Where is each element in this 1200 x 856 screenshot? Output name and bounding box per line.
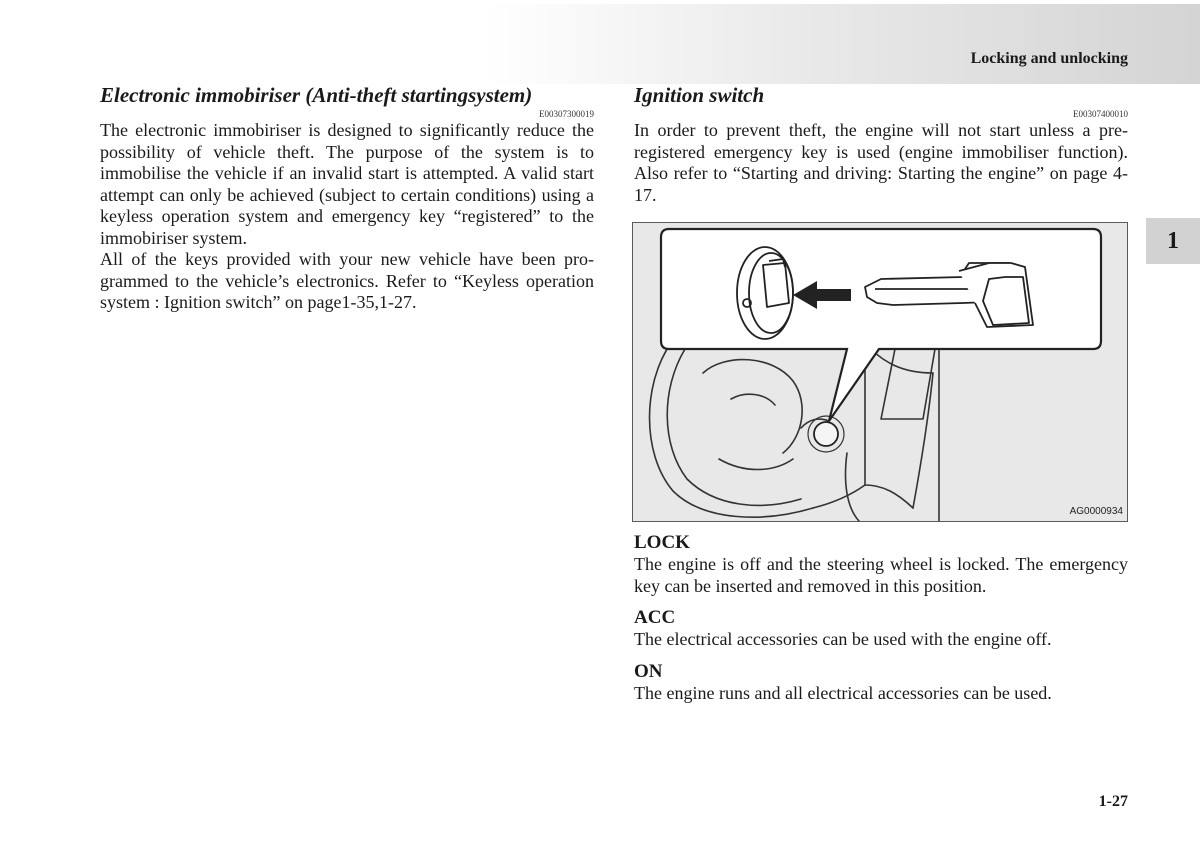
header-band: [484, 4, 1200, 84]
callout-box-drawing: [661, 229, 1101, 421]
immobiliser-paragraph-1: The electronic immobiriser is designed to significantly reduce the possibility of vehicle theft. The purpose of the system is to immobilise the vehicle if an invalid start is attempted. A valid start attempt can only be achieved (subject to certain conditions) using a keyless operation system and emergency key “registered” to the immobiriser system.: [100, 120, 594, 248]
key-cylinder-drawing: [737, 247, 793, 339]
position-label: LOCK: [634, 532, 690, 553]
immobiliser-section: [100, 82, 594, 314]
ignition-key-illustration: [633, 223, 1127, 521]
ignition-positions: [634, 532, 1128, 714]
chapter-number: 1: [1167, 227, 1179, 254]
ignition-paragraph: In order to prevent theft, the engine will not start unless a preregistered emergency key is used (engine immobiliser function). Also refer to “Starting and driving: Starting the engine” on page 4-17.: [634, 120, 1128, 205]
ignition-section: [634, 82, 1128, 206]
position-label: ON: [634, 660, 663, 682]
position-item-on: [634, 661, 1128, 705]
chapter-tab: [1146, 218, 1200, 264]
steering-wheel-drawing: [650, 343, 940, 521]
ignition-code: E00307400010: [1073, 109, 1128, 119]
position-item-lock: [634, 532, 1128, 597]
immobiliser-paragraph-2: All of the keys provided with your new vehicle have been programmed to the vehicle’s electronics. Refer to “Keyless operation system : Ignition switch” on page1-35,1-27.: [100, 249, 594, 312]
ignition-switch-figure: [632, 222, 1128, 522]
position-description: The engine is off and the steering wheel is locked. The emergency key can be inserted and removed in this position.: [634, 554, 1128, 596]
ignition-keyhole-drawing: [808, 416, 844, 452]
position-item-acc: [634, 607, 1128, 651]
ignition-title: Ignition switch: [634, 83, 765, 107]
section-header-title: Locking and unlocking: [970, 50, 1128, 67]
position-label: ACC: [634, 607, 676, 628]
position-description: The electrical accessories can be used with the engine off.: [634, 629, 1052, 649]
immobiliser-title: Electronic immobiriser (Anti-theft startingsystem): [100, 83, 533, 107]
figure-code: AG0000934: [1069, 506, 1123, 517]
immobiliser-code: E00307300019: [539, 109, 594, 119]
page-number: 1-27: [1098, 793, 1128, 810]
position-description: The engine runs and all electrical accessories can be used.: [634, 682, 1052, 703]
